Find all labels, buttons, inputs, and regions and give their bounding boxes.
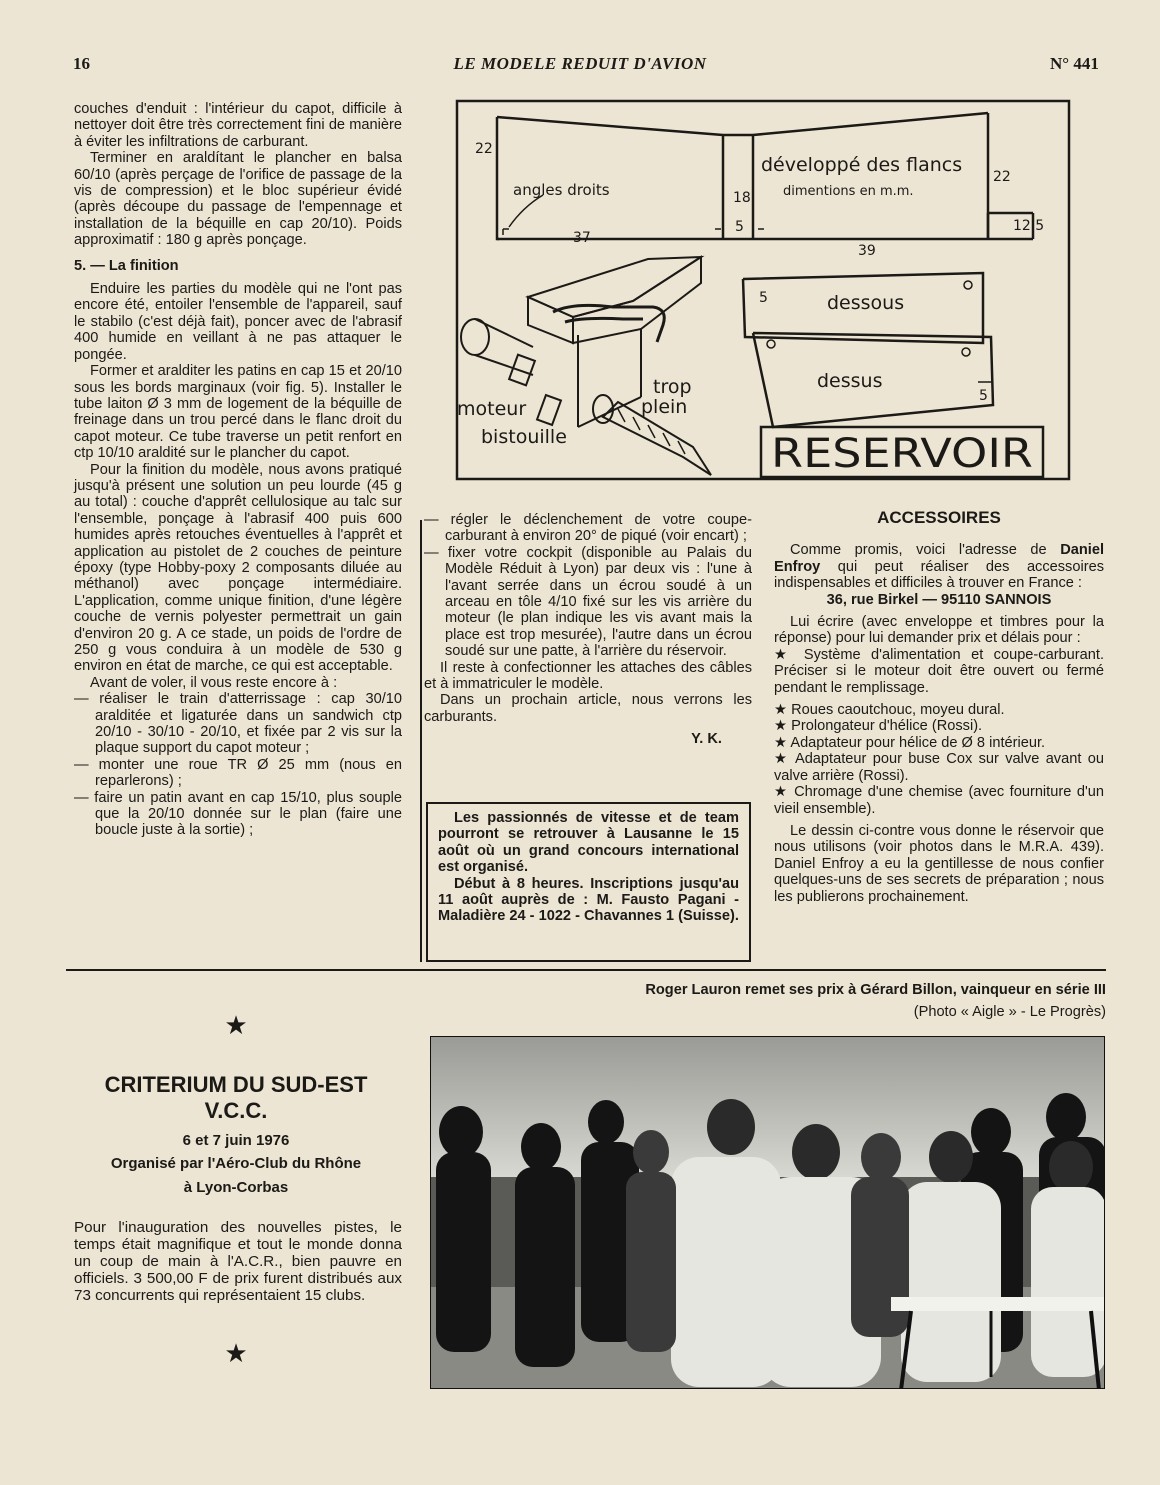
- photo-caption: Roger Lauron remet ses prix à Gérard Billon, vainqueur en série III: [645, 982, 1106, 998]
- dim-label: 5: [979, 388, 988, 404]
- star-ornament: ★: [224, 1010, 248, 1040]
- dim-label: 39: [858, 243, 876, 259]
- list-item: ★ Roues caoutchouc, moyeu dural.: [774, 702, 1005, 719]
- ceremony-photo: [430, 1036, 1105, 1389]
- paragraph: Avant de voler, il vous reste encore à :: [90, 674, 338, 691]
- list-item: — régler le déclenchement de votre coupe-carburant à environ 20° de piqué (voir encart) ;: [424, 512, 752, 545]
- list-item: ★ Adaptateur pour hélice de Ø 8 intérieur.: [774, 734, 1046, 751]
- moteur-label: moteur: [457, 398, 527, 420]
- dessous-label: dessous: [827, 292, 905, 314]
- supplier-address: 36, rue Birkel — 95110 SANNOIS: [826, 591, 1052, 608]
- flank-development-title: développé des flancs: [761, 154, 963, 176]
- paragraph: Pour la finition du modèle, nous avons pratiqué jusqu'à présent une solution un peu lourde (45 g au total) : couche d'apprêt cellulosique au talc sur l'ensemble, ponçage à l'abrasif 400 puis 600 humides après retouches éventuelles à l'apprêt et application au pistolet de 2 couches de peinture époxy (type Hobby-poxy 2 composants diluée au méthanol) avec ponçage intermédiaire. L'application, comme unique finition, d'une légère couche de vernis polyester permettrait un gain d'environ 20 g. A ce stade, un poids de l'ordre de 250 g vous conduira à un modèle de 530 g environ en état de marche, ce qui est acceptable.: [74, 461, 402, 675]
- criterium-location: à Lyon-Corbas: [183, 1179, 289, 1196]
- column-divider: [420, 520, 422, 962]
- dim-label: 5: [759, 290, 768, 306]
- article-column-1: [74, 101, 402, 839]
- accessoires-title: ACCESSOIRES: [877, 508, 1001, 527]
- criterium-organizer: Organisé par l'Aéro-Club du Rhône: [110, 1155, 362, 1172]
- text-run: qui peut réaliser des accessoires indispensables et difficiles à trouver en France :: [774, 558, 1104, 592]
- criterium-section: [66, 1072, 406, 1304]
- announcement-text: Les passionnés de vitesse et de team pourront se retrouver à Lausanne le 15 août où un grand concours international est organisé.: [438, 810, 739, 876]
- paragraph: [774, 542, 1104, 591]
- section-divider: [66, 969, 1106, 971]
- plein-label: plein: [641, 396, 688, 418]
- article-column-2: [424, 512, 752, 748]
- criterium-subtitle: V.C.C.: [204, 1098, 268, 1123]
- paragraph: Dans un prochain article, nous verrons les carburants.: [424, 692, 752, 725]
- dessus-label: dessus: [817, 370, 883, 392]
- photo-credit: (Photo « Aigle » - Le Progrès): [913, 1004, 1106, 1020]
- supplier-name: Daniel Enfroy: [774, 542, 1104, 575]
- list-item: ★ Adaptateur pour buse Cox sur valve avant ou valve arrière (Rossi).: [774, 751, 1104, 784]
- section-heading: 5. — La finition: [74, 257, 179, 274]
- paragraph: Lui écrire (avec enveloppe et timbres pour la réponse) pour lui demander prix et délais pour :: [774, 614, 1104, 647]
- accessoires-column: [774, 510, 1104, 905]
- bistouille-label: bistouille: [481, 426, 567, 448]
- dim-label: 37: [573, 230, 591, 246]
- list-item: ★ Chromage d'une chemise (avec fourniture d'un vieil ensemble).: [774, 784, 1104, 817]
- dim-label: 18: [733, 190, 751, 206]
- units-label: dimentions en m.m.: [783, 184, 914, 199]
- magazine-title: LE MODELE REDUIT D'AVION: [453, 54, 707, 73]
- paragraph: Former et aralditer les patins en cap 15 et 20/10 sous les bords marginaux (voir fig. 5). Installer le tube laiton Ø 3 mm de logement de la béquille de freinage dans un trou percé dans le flanc droit du capot moteur. Ce tube traverse un petit renfort en ctp 10/10 araldité sur le plancher du capot.: [74, 363, 402, 462]
- author-signature: Y. K.: [691, 731, 722, 748]
- paragraph: Terminer en araldítant le plancher en balsa 60/10 (après perçage de l'orifice de passage de la vis de compression) et le bloc supérieur évidé (après découpe du passage de l'empennage et installation de la béquille en cap 20/10). Poids approximatif : 180 g après ponçage.: [74, 150, 402, 249]
- paragraph: Il reste à confectionner les attaches des câbles et à immatriculer le modèle.: [424, 659, 752, 693]
- list-item: ★ Système d'alimentation et coupe-carburant. Préciser si le moteur doit être ouvert ou fermé pendant le remplissage.: [774, 646, 1104, 696]
- list-item: — monter une roue TR Ø 25 mm (nous en reparlerons) ;: [74, 756, 402, 790]
- reservoir-label: RESERVOIR: [771, 431, 1033, 477]
- criterium-body: Pour l'inauguration des nouvelles pistes, le temps était magnifique et tout le monde donna un coup de main à l'A.C.R., bien pauvre en officiels. 3 500,00 F de prix furent distribués aux 73 concurrents qui représentaient 15 clubs.: [74, 1219, 402, 1304]
- text-run: Comme promis, voici l'adresse de: [790, 542, 1061, 559]
- announcement-text: Début à 8 heures. Inscriptions jusqu'au 11 août auprès de : M. Fausto Pagani - Maladière 24 - 1022 - Chavannes 1 (Suisse).: [438, 875, 739, 925]
- list-item: — faire un patin avant en cap 15/10, plus souple que la 20/10 donnée sur le plan (faire une boucle juste à la sortie) ;: [74, 789, 402, 839]
- list-item: — réaliser le train d'atterrissage : cap 30/10 aralditée et ligaturée dans un sandwich ctp 20/10 - 30/10 - 20/10, et fixée par 2 vis sur la plaque support du capot moteur ;: [74, 691, 402, 757]
- tank-drawing: [453, 97, 1073, 483]
- paragraph: Enduire les parties du modèle qui ne l'ont pas encore été, entoiler l'ensemble de l'appareil, sauf le stabilo (c'est déjà fait), poncer avec de l'abrasif 400 humide en veillant à ne pas attaquer le pongée.: [74, 281, 402, 363]
- announcement-box: [426, 802, 751, 962]
- criterium-title: CRITERIUM DU SUD-EST: [104, 1072, 368, 1097]
- angles-droits-label: angles droits: [513, 181, 610, 199]
- list-item: ★ Prolongateur d'hélice (Rossi).: [774, 718, 983, 735]
- page-number: 16: [73, 54, 90, 73]
- paragraph: Le dessin ci-contre vous donne le réservoir que nous utilisons (voir photos dans le M.R.A. 439). Daniel Enfroy a eu la gentillesse de nous confier quelques-uns de ses secrets de préparation ; nous les publierons prochainement.: [774, 822, 1104, 905]
- dim-label: 22: [475, 141, 493, 157]
- dim-label: 22: [993, 169, 1011, 185]
- issue-number: N° 441: [1050, 54, 1099, 73]
- trop-label: trop: [653, 376, 692, 398]
- criterium-date: 6 et 7 juin 1976: [182, 1132, 290, 1149]
- star-ornament: ★: [224, 1338, 248, 1368]
- paragraph: couches d'enduit : l'intérieur du capot, difficile à nettoyer doit être très correctement fini de manière à éviter les infiltrations de carburant.: [74, 101, 402, 150]
- dim-label: 12,5: [1013, 218, 1045, 234]
- dim-label: 5: [735, 219, 744, 235]
- list-item: — fixer votre cockpit (disponible au Palais du Modèle Réduit à Lyon) par deux vis : l'une à l'avant serrée dans un écrou soudé à un arceau en tôle 4/10 fixé sur les vis arrière du moteur (le plan indique les vis avant mais la place est trop mesurée), l'autre dans un écrou soudé sur une patte, à l'arrière du réservoir.: [424, 544, 752, 660]
